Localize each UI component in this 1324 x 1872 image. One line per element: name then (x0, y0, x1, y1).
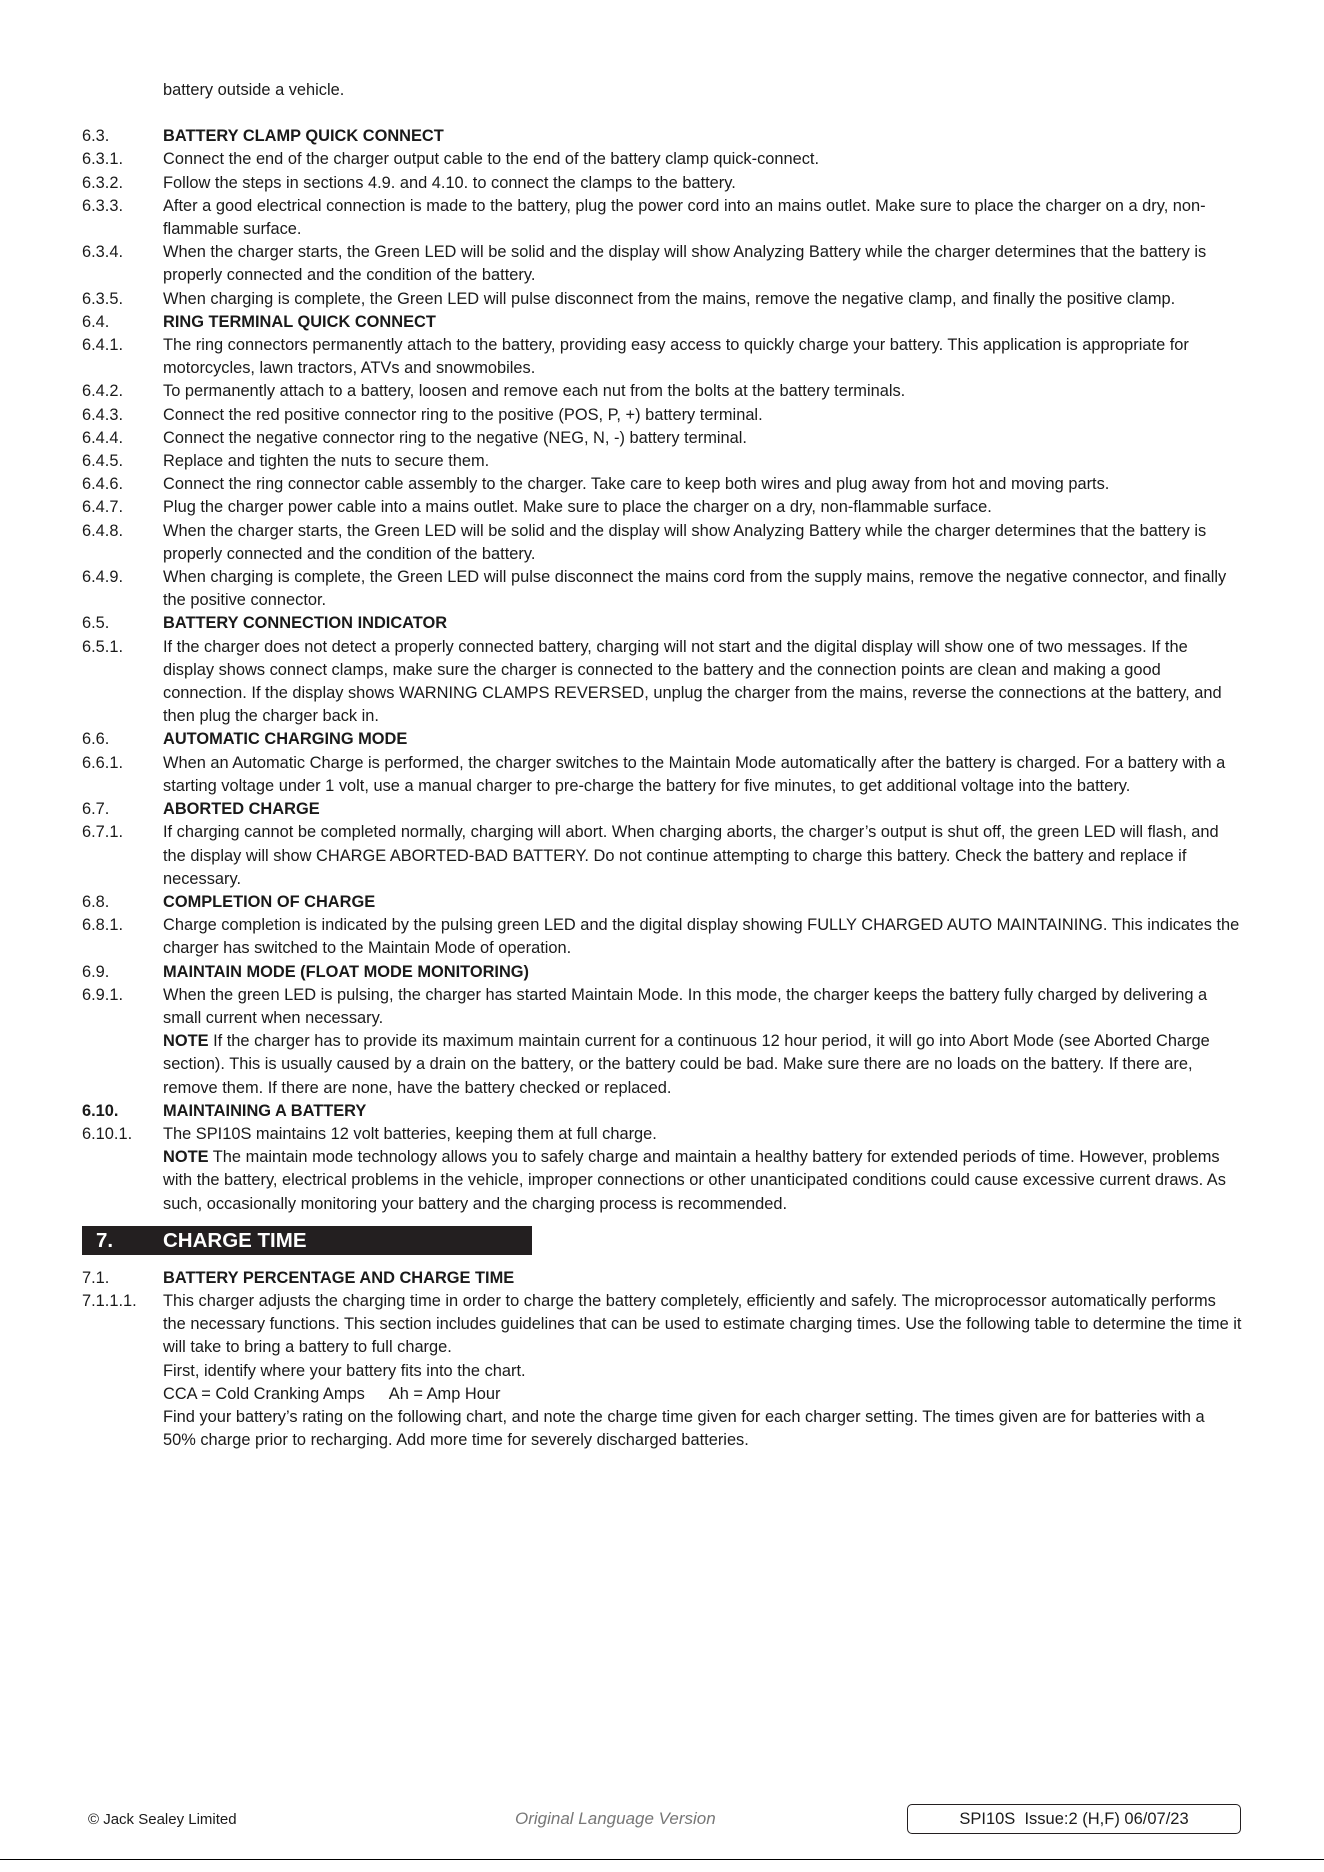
item-text: The ring connectors permanently attach to the battery, providing easy access to quickly charge your battery. This application is appropriate for motorcycles, lawn tractors, ATVs and snowmobiles. (163, 336, 1189, 378)
list-item (82, 984, 1242, 1030)
item-text: Connect the end of the charger output cable to the end of the battery clamp quick-connect. (163, 150, 820, 169)
item-number: 6.3.2. (82, 173, 124, 192)
item-number: 6.4.5. (82, 452, 124, 471)
item-text: When the charger starts, the Green LED will be solid and the display will show Analyzing Battery while the charger determines that the battery is properly connected and the condition of the battery. (163, 521, 1207, 563)
list-item (82, 473, 1242, 496)
intro-continuation: battery outside a vehicle. (163, 81, 345, 99)
item-text: When an Automatic Charge is performed, the charger switches to the Maintain Mode automatically after the battery is charged. For a battery with a starting voltage under 1 volt, use a manual charger to pre-charge the battery for five minutes, to get additional voltage into the battery. (163, 753, 1226, 795)
note-text: The maintain mode technology allows you to safely charge and maintain a healthy battery for extended periods of time. However, problems with the battery, electrical problems in the vehicle, improper connections or other unanticipated conditions could cause excessive current draws. As such, occasionally monitoring your battery and the charging process is recommended. (163, 1148, 1226, 1213)
section-number: 6.9. (82, 962, 110, 981)
list-item (82, 496, 1242, 519)
list-item (82, 914, 1242, 960)
item-number: 6.4.4. (82, 428, 124, 447)
list-item (82, 752, 1242, 798)
footer-language-note: Original Language Version (515, 1809, 716, 1828)
section-number: 6.8. (82, 892, 110, 911)
item-number: 6.9.1. (82, 985, 124, 1004)
list-item (82, 148, 1242, 171)
item-number: 6.3.5. (82, 289, 124, 308)
item-text: When the charger starts, the Green LED will be solid and the display will show Analyzing Battery while the charger determines that the battery is properly connected and the condition of the battery. (163, 243, 1207, 285)
section-title: BATTERY PERCENTAGE AND CHARGE TIME (163, 1268, 515, 1287)
section-6-3-heading (82, 125, 1242, 148)
note-text: If the charger has to provide its maximum maintain current for a continuous 12 hour period, it will go into Abort Mode (see Aborted Charge section). This is usually caused by a drain on the battery, or the battery could be bad. Make sure there are no loads on the battery. If there are, remove them. If there are none, have the battery checked or replaced. (163, 1032, 1210, 1097)
item-number: 6.4.6. (82, 475, 124, 494)
list-item (82, 404, 1242, 427)
item-text: Plug the charger power cable into a mains outlet. Make sure to place the charger on a dry, non-flammable surface. (163, 498, 992, 517)
list-item (82, 172, 1242, 195)
item-number: 6.4.9. (82, 568, 124, 587)
item-text: When the green LED is pulsing, the charger has started Maintain Mode. In this mode, the charger keeps the battery fully charged by delivering a small current when necessary. (163, 985, 1208, 1027)
item-number: 6.4.3. (82, 405, 124, 424)
list-item (82, 636, 1242, 729)
section-number: 6.6. (82, 730, 110, 749)
banner-title: CHARGE TIME (163, 1228, 307, 1252)
item-number: 6.4.7. (82, 498, 124, 517)
item-number: 6.3.1. (82, 150, 124, 169)
item-text: Replace and tighten the nuts to secure them. (163, 452, 490, 471)
item-text: To permanently attach to a battery, loosen and remove each nut from the bolts at the battery terminals. (163, 382, 906, 401)
bottom-divider (0, 1859, 1324, 1860)
item-number: 6.3.4. (82, 243, 124, 262)
section-title: RING TERMINAL QUICK CONNECT (163, 312, 436, 331)
item-text: Connect the red positive connector ring to the positive (POS, P, +) battery terminal. (163, 405, 763, 424)
list-item (82, 334, 1242, 380)
section-6-10-heading (82, 1100, 1242, 1123)
note-paragraph (163, 1030, 1242, 1100)
item-number: 6.6.1. (82, 753, 124, 772)
section-6-5-heading (82, 612, 1242, 635)
item-number: 6.7.1. (82, 823, 124, 842)
note-label: NOTE (163, 1032, 209, 1051)
note-paragraph (163, 1146, 1242, 1216)
instruction-line: First, identify where your battery fits into the chart. (163, 1361, 526, 1380)
instruction-paragraph: Find your battery’s rating on the following chart, and note the charge time given for each charger setting. The times given are for batteries with a 50% charge prior to recharging. Add more time for severely discharged batteries. (163, 1407, 1205, 1450)
section-6-4-heading (82, 311, 1242, 334)
ah-definition: Ah = Amp Hour (388, 1384, 501, 1403)
footer-issue-text: SPI10S Issue:2 (H,F) 06/07/23 (959, 1809, 1189, 1828)
section-6-7-heading (82, 798, 1242, 821)
item-text: Connect the ring connector cable assembly to the charger. Take care to keep both wires and plug away from hot and moving parts. (163, 475, 1110, 494)
section-7-1-heading (82, 1267, 1242, 1290)
section-6-9-heading (82, 961, 1242, 984)
banner-number: 7. (96, 1228, 114, 1252)
section-number: 6.3. (82, 127, 110, 146)
section-number: 6.5. (82, 614, 110, 633)
item-number: 6.4.1. (82, 336, 124, 355)
section-title: AUTOMATIC CHARGING MODE (163, 730, 408, 749)
item-number: 6.4.2. (82, 382, 124, 401)
list-item (82, 1290, 1242, 1360)
section-number: 6.10. (82, 1101, 119, 1120)
section-title: MAINTAIN MODE (FLOAT MODE MONITORING) (163, 962, 530, 981)
item-text: If the charger does not detect a properly connected battery, charging will not start and the digital display will show one of two messages. If the display shows connect clamps, make sure the charger is connected to the battery and the connection points are clean and making a good connection. If the display shows WARNING CLAMPS REVERSED, unplug the charger from the mains, reverse the connections at the battery, and then plug the charger back in. (163, 637, 1222, 726)
section-title: MAINTAINING A BATTERY (163, 1101, 367, 1120)
item-text: If charging cannot be completed normally, charging will abort. When charging aborts, the charger’s output is shut off, the green LED will flash, and the display will show CHARGE ABORTED-BAD BATTERY. Do not continue attempting to charge this battery. Check the battery and replace if necessary. (163, 823, 1219, 888)
footer-copyright: © Jack Sealey Limited (88, 1811, 237, 1828)
section-number: 7.1. (82, 1268, 110, 1287)
item-text: Connect the negative connector ring to the negative (NEG, N, -) battery terminal. (163, 428, 747, 447)
item-text: Charge completion is indicated by the pulsing green LED and the digital display showing FULLY CHARGED AUTO MAINTAINING. This indicates the charger has switched to the Maintain Mode of operation. (163, 916, 1240, 958)
item-text: When charging is complete, the Green LED will pulse disconnect the mains cord from the supply mains, remove the negative connector, and finally the positive connector. (163, 568, 1227, 610)
footer-issue-box (907, 1804, 1241, 1834)
list-item (82, 288, 1242, 311)
section-title: BATTERY CONNECTION INDICATOR (163, 614, 448, 633)
cca-definition: CCA = Cold Cranking Amps (163, 1384, 365, 1403)
item-number: 6.3.3. (82, 196, 124, 215)
section-title: COMPLETION OF CHARGE (163, 892, 376, 911)
section-title: ABORTED CHARGE (163, 800, 320, 819)
list-item (82, 821, 1242, 891)
list-item (82, 241, 1242, 287)
list-item (82, 1123, 1242, 1146)
item-number: 6.10.1. (82, 1124, 133, 1143)
item-text: After a good electrical connection is made to the battery, plug the power cord into an mains outlet. Make sure to place the charger on a dry, non-flammable surface. (163, 196, 1206, 239)
document-body (82, 79, 1242, 1452)
list-item (82, 520, 1242, 566)
list-item (82, 450, 1242, 473)
item-number: 7.1.1.1. (82, 1291, 137, 1310)
note-label: NOTE (163, 1148, 209, 1167)
item-number: 6.5.1. (82, 637, 124, 656)
list-item (82, 195, 1242, 241)
section-number: 6.7. (82, 800, 110, 819)
abbreviation-line (163, 1383, 1242, 1406)
list-item (82, 566, 1242, 612)
item-text: This charger adjusts the charging time in order to charge the battery completely, efficiently and safely. The microprocessor automatically performs the necessary functions. This section includes guidelines that can be used to estimate charging times. Use the following table to determine the time it will take to bring a battery to full charge. (163, 1291, 1242, 1357)
item-text: The SPI10S maintains 12 volt batteries, keeping them at full charge. (163, 1124, 657, 1143)
section-7-banner (82, 1226, 532, 1255)
section-title: BATTERY CLAMP QUICK CONNECT (163, 127, 444, 146)
section-number: 6.4. (82, 312, 110, 331)
section-6-8-heading (82, 891, 1242, 914)
item-text: Follow the steps in sections 4.9. and 4.10. to connect the clamps to the battery. (163, 173, 736, 192)
list-item (82, 427, 1242, 450)
list-item (82, 380, 1242, 403)
item-number: 6.4.8. (82, 521, 124, 540)
item-text: When charging is complete, the Green LED will pulse disconnect from the mains, remove the negative clamp, and finally the positive clamp. (163, 289, 1176, 308)
item-number: 6.8.1. (82, 916, 124, 935)
section-6-6-heading (82, 728, 1242, 751)
